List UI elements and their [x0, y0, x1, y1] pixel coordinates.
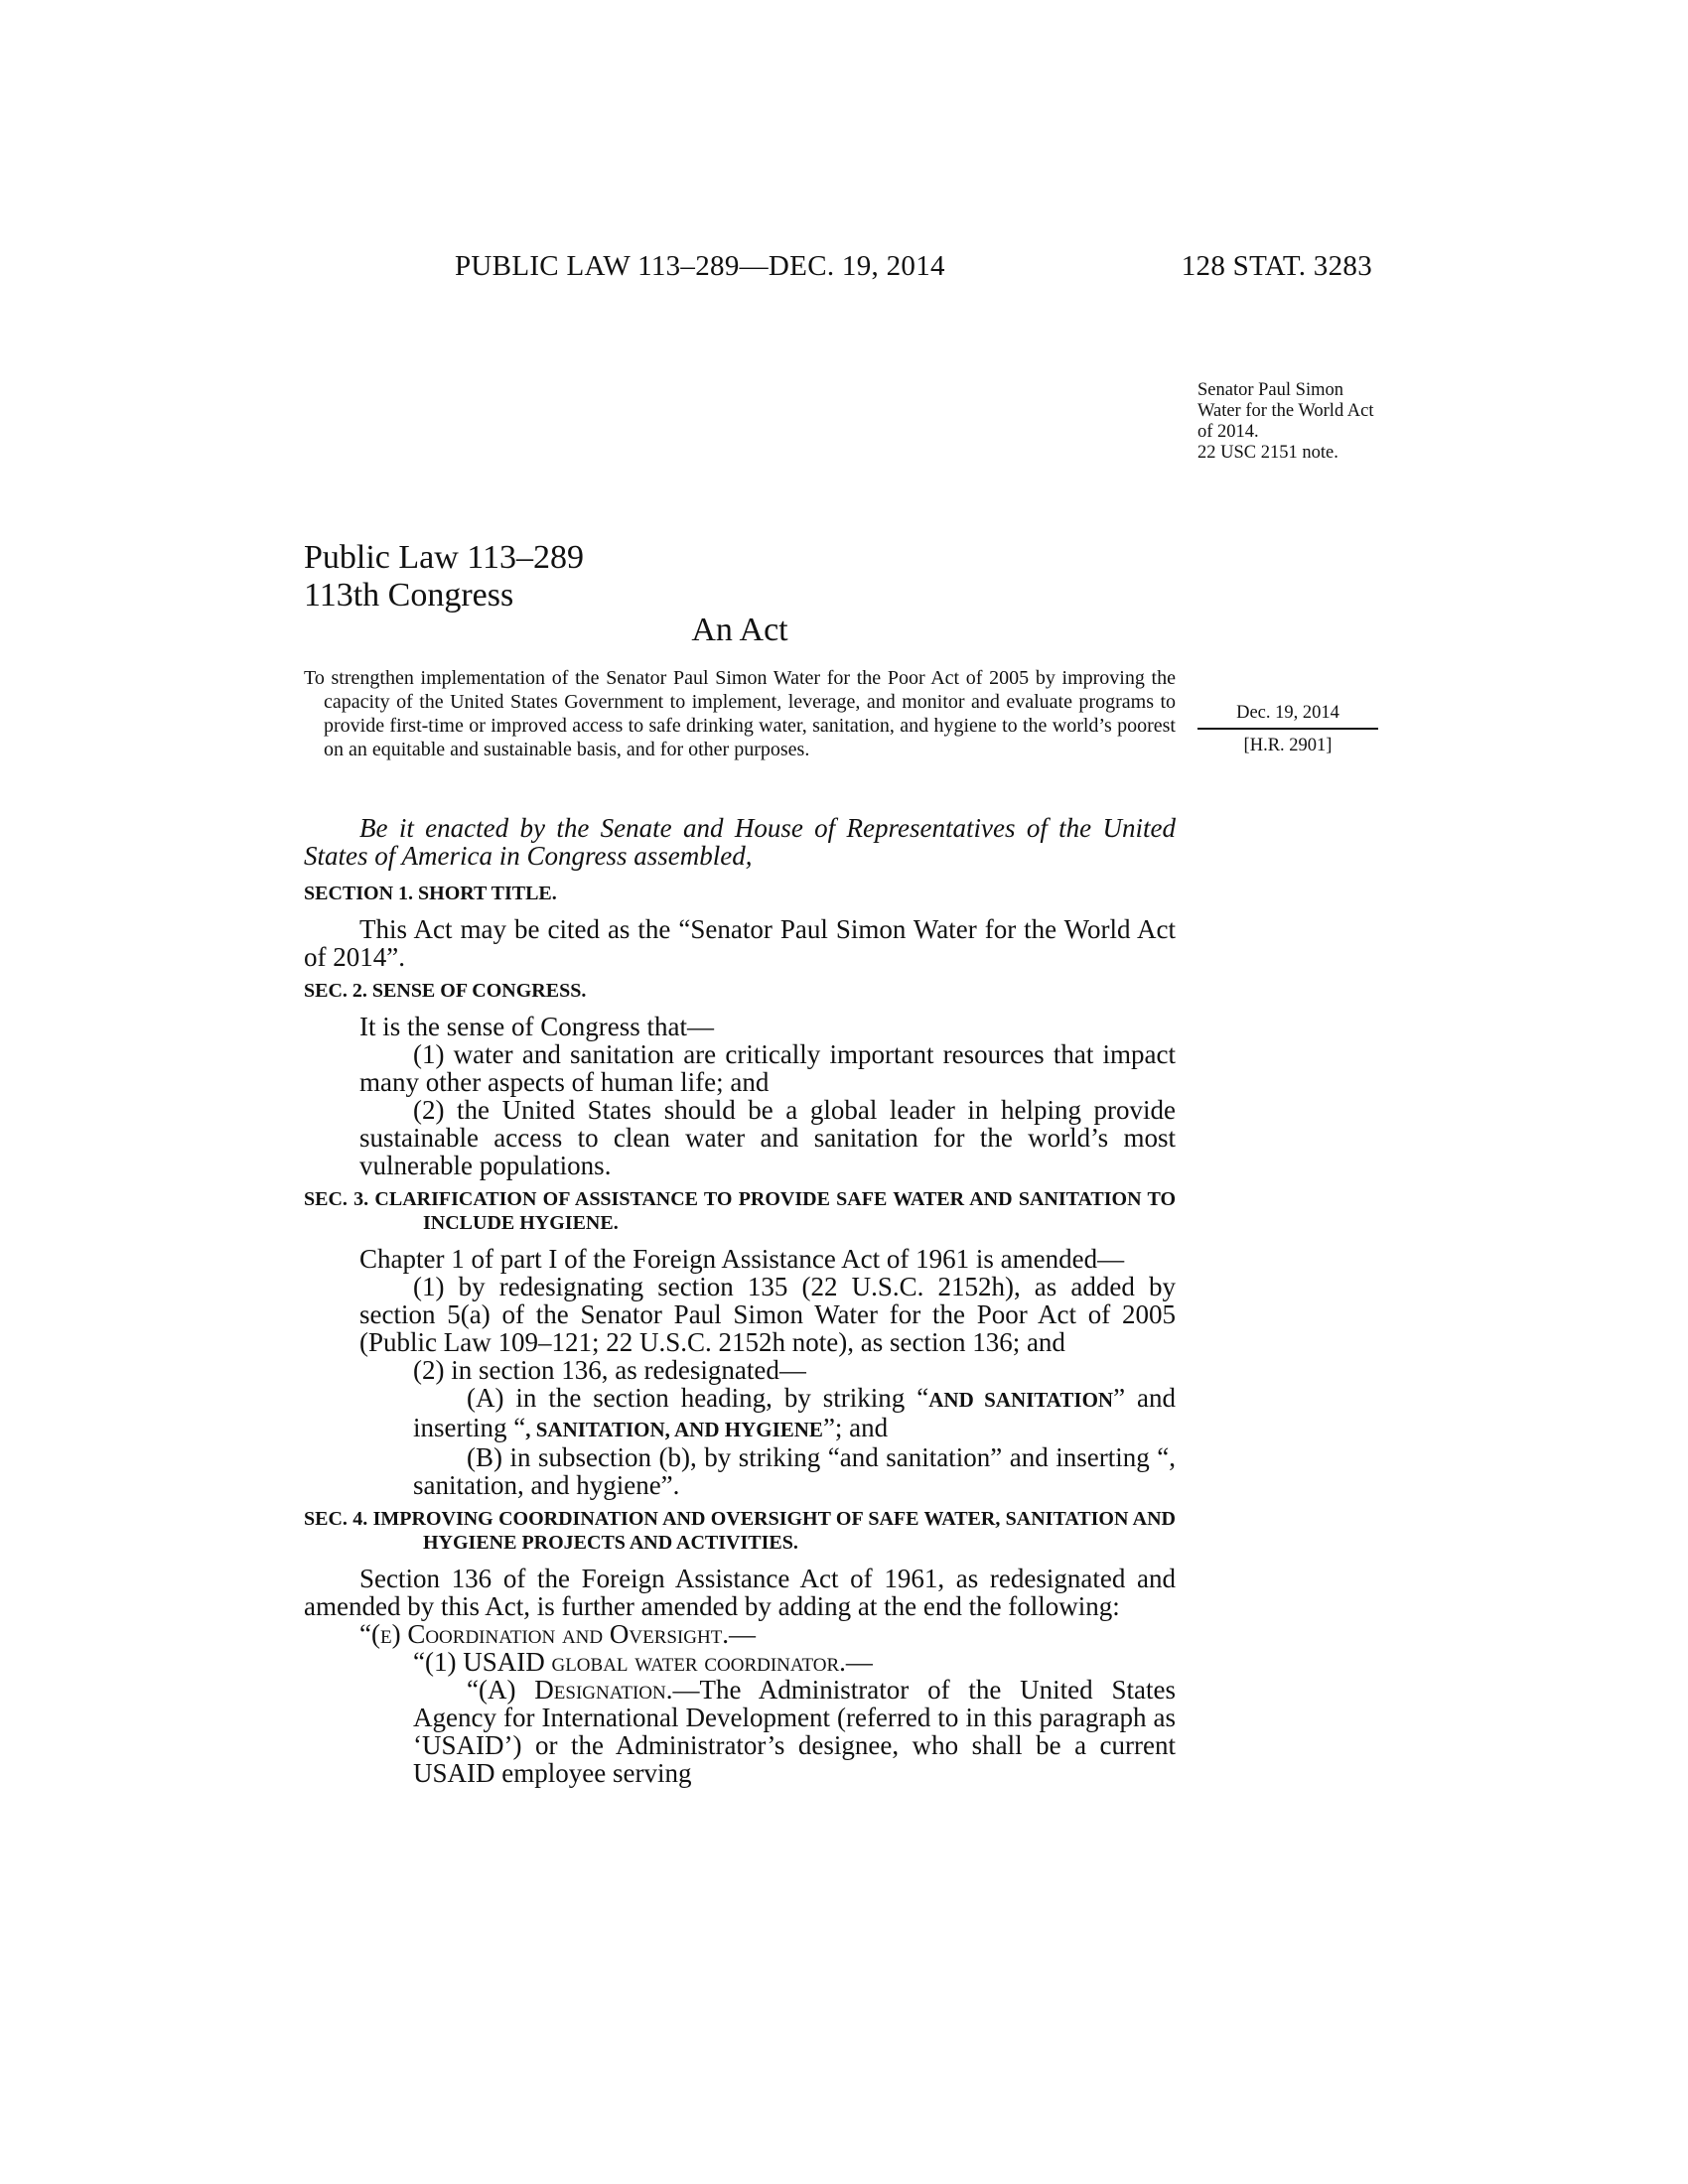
congress-number: 113th Congress — [304, 577, 514, 614]
margin-date: Dec. 19, 2014 — [1197, 703, 1378, 730]
section-3-para-B: (B) in subsection (b), by striking “and sanitation” and inserting “, sanitation, and hygiene”. — [413, 1442, 1176, 1500]
margin-short-title: Senator Paul Simon Water for the World Act of 2014. — [1197, 380, 1374, 442]
margin-short-title-note — [1197, 380, 1378, 464]
margin-dates — [1197, 703, 1378, 756]
section-3-para-2: (2) in section 136, as redesignated— — [413, 1355, 806, 1385]
section-1-text: This Act may be cited as the “Senator Paul Simon Water for the World Act of 2014”. — [304, 914, 1176, 972]
section-3-para-1: (1) by redesignating section 135 (22 U.S.C. 2152h), as added by section 5(a) of the Senator Paul Simon Water for the Poor Act of 2005 (Public Law 109–121; 22 U.S.C. 2152h note), as section 136; and — [359, 1272, 1176, 1357]
section-2-heading: SEC. 2. SENSE OF CONGRESS. — [304, 980, 587, 1002]
paragraph-e1-heading: “(1) USAID global water coordinator.— — [413, 1647, 873, 1677]
para-A-text-2: ” and inserting “ — [413, 1383, 1177, 1442]
purpose-clause: To strengthen implementation of the Senator Paul Simon Water for the Poor Act of 2005 by improving the capacity of the United States Government to implement, leverage, and monitor and evaluate programs to provide first-time or improved access to safe drinking water, sanitation, and hygiene to the world’s poorest on an equitable and sustainable basis, and for other purposes. — [304, 667, 1176, 760]
section-4-heading: SEC. 4. IMPROVING COORDINATION AND OVERSIGHT OF SAFE WATER, SANITATION AND HYGIENE PROJECTS AND ACTIVITIES. — [304, 1508, 1176, 1554]
section-2-intro: It is the sense of Congress that— — [359, 1012, 714, 1041]
section-2-para-2: (2) the United States should be a global leader in helping provide sustainable access to clean water and sanitation for the world’s most vulnerable populations. — [359, 1095, 1176, 1180]
margin-bill-number: [H.R. 2901] — [1243, 736, 1333, 755]
section-3-heading: SEC. 3. CLARIFICATION OF ASSISTANCE TO PROVIDE SAFE WATER AND SANITATION TO INCLUDE HYGIENE. — [304, 1188, 1176, 1234]
para-A-inserted-text: , SANITATION, AND HYGIENE — [525, 1418, 823, 1441]
section-3-intro: Chapter 1 of part I of the Foreign Assistance Act of 1961 is amended— — [359, 1244, 1125, 1274]
para-A-text-3: ”; and — [822, 1413, 889, 1442]
law-number: Public Law 113–289 — [304, 539, 585, 576]
para-A-struck-text: AND SANITATION — [928, 1388, 1114, 1412]
subsection-e-heading: “(e) Coordination and Oversight.— — [359, 1619, 757, 1649]
section-1-heading: SECTION 1. SHORT TITLE. — [304, 883, 557, 904]
running-head-title: PUBLIC LAW 113–289—DEC. 19, 2014 — [455, 250, 945, 282]
act-body — [304, 814, 1176, 1787]
designation-text: —The Administrator of the United States Agency for International Development (referred to in this paragraph as ‘USAID’) or the Administrator’s designee, who shall be a current USAID employee serving — [413, 1675, 1176, 1788]
section-2-para-1: (1) water and sanitation are critically important resources that impact many other aspects of human life; and — [359, 1039, 1176, 1097]
enacting-clause: Be it enacted by the Senate and House of Representatives of the United States of America in Congress assembled, — [304, 813, 1176, 871]
margin-usc-note: 22 USC 2151 note. — [1197, 443, 1338, 463]
section-4-intro: Section 136 of the Foreign Assistance Act of 1961, as redesignated and amended by this Act, is further amended by adding at the end the following: — [304, 1564, 1176, 1621]
para-A-text-1: (A) in the section heading, by striking “ — [467, 1383, 929, 1413]
designation-label: “(A) Designation. — [467, 1675, 673, 1705]
act-heading: An Act — [691, 612, 788, 648]
subparagraph-A-designation — [304, 1676, 1176, 1787]
section-3-para-A — [304, 1384, 1176, 1443]
running-head-stat: 128 STAT. 3283 — [1181, 250, 1372, 282]
law-identification — [304, 539, 584, 614]
